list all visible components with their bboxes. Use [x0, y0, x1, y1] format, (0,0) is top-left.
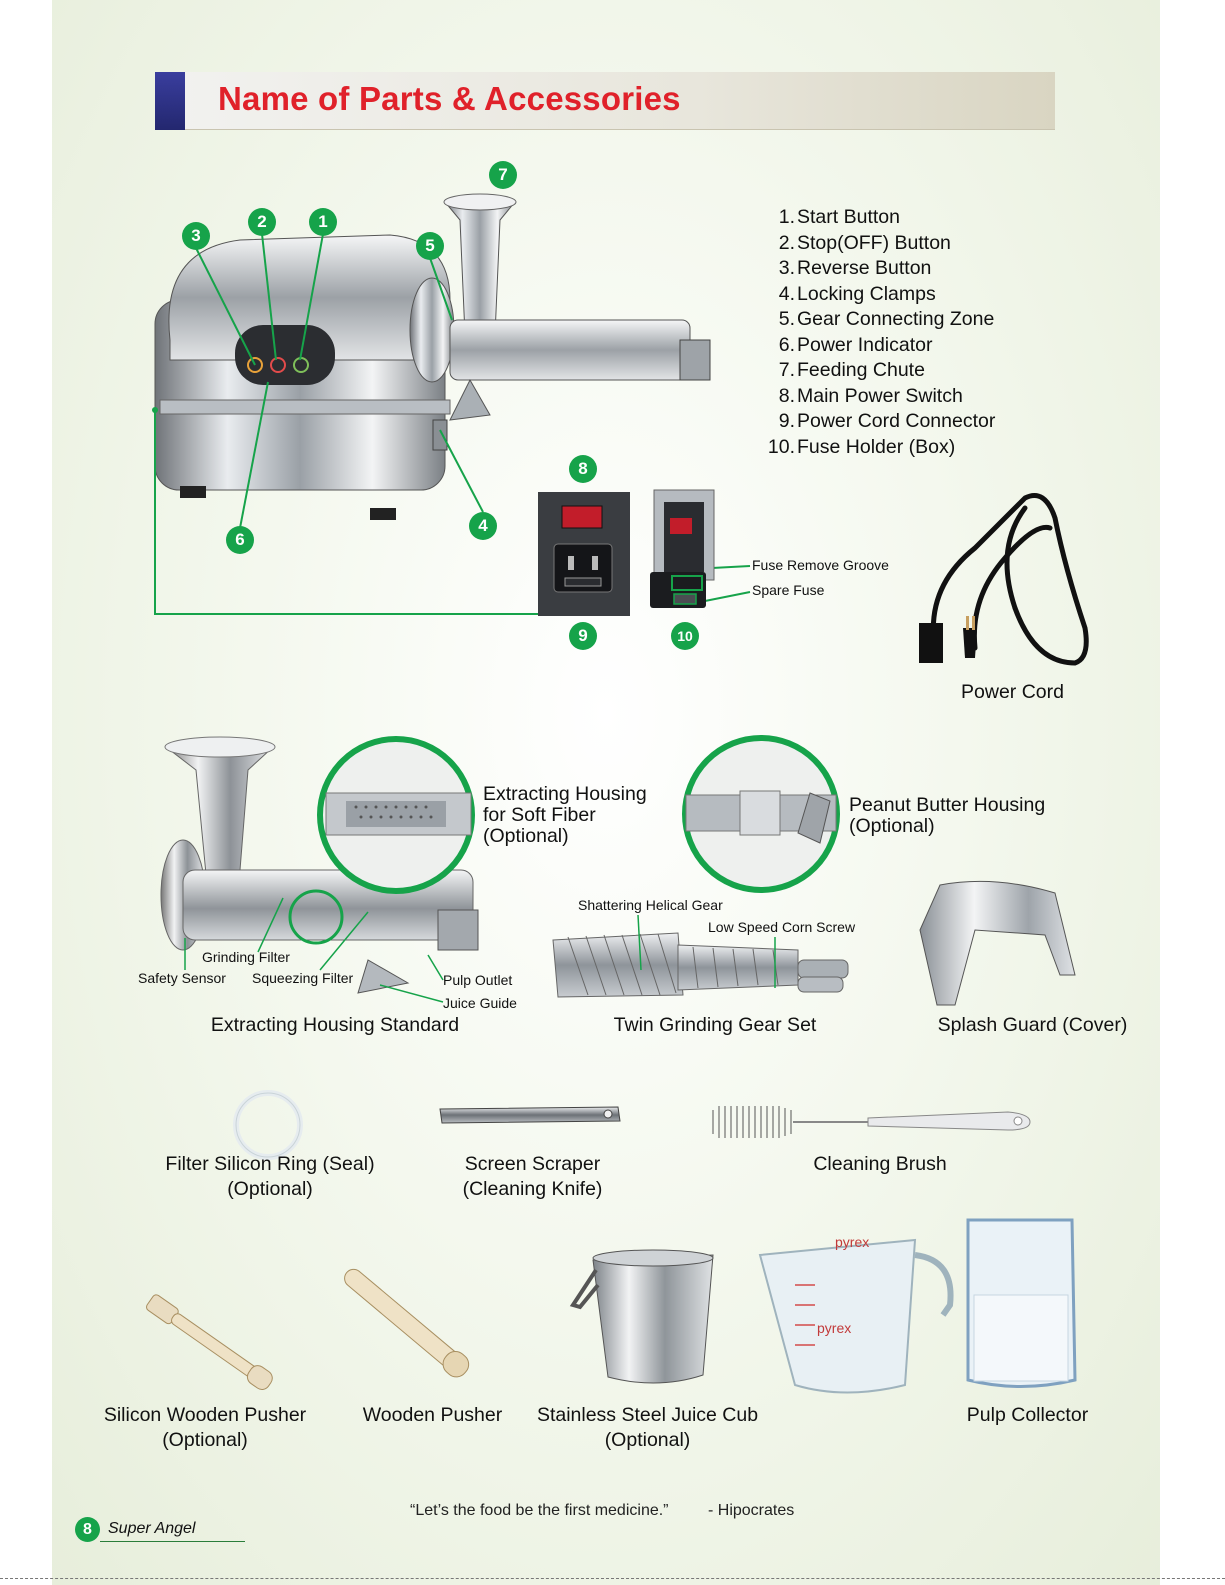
item-label: Stop(OFF) Button	[797, 231, 951, 254]
soft-fiber-line-2: for Soft Fiber	[483, 804, 596, 826]
item-number: 4.	[778, 282, 795, 305]
callout-7: 7	[489, 161, 517, 189]
item-number: 3.	[778, 257, 795, 279]
scraper-line-1: Screen Scraper	[464, 1153, 601, 1175]
item-number: 10.	[767, 435, 795, 458]
pulp-collector-caption: Pulp Collector	[966, 1404, 1089, 1426]
juice-cup-line-2: (Optional)	[604, 1429, 691, 1451]
item-label: Start Button	[797, 206, 900, 228]
housing-standard-caption: Extracting Housing Standard	[210, 1014, 460, 1036]
juice-cup-caption	[535, 1403, 760, 1453]
grinding-filter-label: Grinding Filter	[202, 949, 290, 965]
peanut-line-2: (Optional)	[849, 815, 935, 837]
juice-guide-label: Juice Guide	[443, 995, 517, 1011]
soft-fiber-line-1: Extracting Housing	[483, 783, 647, 805]
item-label: Reverse Button	[797, 257, 932, 279]
footer-author: - Hipocrates	[708, 1502, 795, 1519]
footer-quote: “Let’s the food be the first medicine.”	[410, 1502, 669, 1519]
peanut-line-1: Peanut Butter Housing	[849, 794, 1046, 816]
item-number: 1.	[778, 206, 795, 228]
scraper-line-2: (Cleaning Knife)	[462, 1178, 603, 1200]
pulp-outlet-label: Pulp Outlet	[443, 972, 513, 988]
scraper-caption	[440, 1152, 625, 1202]
wooden-pusher-caption: Wooden Pusher	[362, 1404, 503, 1426]
footer-divider	[100, 1541, 245, 1542]
silicon-pusher-caption	[95, 1403, 315, 1453]
brush-caption: Cleaning Brush	[813, 1153, 947, 1175]
item-label: Gear Connecting Zone	[797, 308, 995, 330]
page-number-badge: 8	[75, 1517, 100, 1542]
silicon-pusher-line-1: Silicon Wooden Pusher	[103, 1404, 307, 1426]
callout-4: 4	[469, 512, 497, 540]
callout-1: 1	[309, 208, 337, 236]
item-number: 7.	[778, 359, 795, 381]
gear-set-caption: Twin Grinding Gear Set	[613, 1014, 817, 1036]
item-number: 6.	[778, 333, 795, 356]
silicon-pusher-line-2: (Optional)	[162, 1429, 248, 1451]
callout-6: 6	[226, 526, 254, 554]
splash-guard-image	[915, 875, 1080, 1010]
footer-brand: Super Angel	[108, 1520, 196, 1537]
fuse-remove-groove-label: Fuse Remove Groove	[752, 557, 889, 573]
silicon-ring-caption	[150, 1152, 390, 1202]
safety-sensor-label: Safety Sensor	[138, 970, 226, 986]
power-cord-caption: Power Cord	[961, 681, 1064, 703]
measuring-jug-image	[755, 1225, 960, 1400]
silicon-ring-line-1: Filter Silicon Ring (Seal)	[165, 1153, 375, 1175]
jug-brand-text-front: pyrex	[817, 1320, 852, 1336]
callout-8: 8	[569, 455, 597, 483]
splash-guard-caption: Splash Guard (Cover)	[937, 1014, 1128, 1036]
silicon-wooden-pusher-image	[128, 1285, 293, 1395]
helical-gear-label: Shattering Helical Gear	[578, 897, 723, 913]
pulp-collector-image	[960, 1215, 1080, 1395]
item-number: 8.	[778, 384, 795, 407]
screen-scraper-image	[438, 1103, 623, 1128]
corn-screw-label: Low Speed Corn Screw	[708, 919, 856, 935]
page-title: Name of Parts & Accessories	[218, 80, 681, 117]
callout-3: 3	[182, 222, 210, 250]
item-label: Power Indicator	[797, 333, 933, 356]
item-number: 5.	[778, 308, 795, 330]
item-label: Main Power Switch	[797, 384, 963, 407]
page-cut-line	[0, 1578, 1225, 1579]
juice-cup-line-1: Stainless Steel Juice Cub	[536, 1404, 759, 1426]
callout-9: 9	[569, 622, 597, 650]
cleaning-brush-image	[708, 1100, 1033, 1145]
jug-brand-text: pyrex	[835, 1234, 870, 1250]
item-label: Fuse Holder (Box)	[797, 435, 956, 458]
item-number: 9.	[778, 410, 795, 432]
item-label: Feeding Chute	[797, 359, 925, 381]
callout-2: 2	[248, 208, 276, 236]
callout-10: 10	[671, 622, 699, 650]
callout-5: 5	[416, 232, 444, 260]
squeezing-filter-label: Squeezing Filter	[252, 970, 354, 986]
silicon-ring-line-2: (Optional)	[227, 1178, 313, 1200]
juice-cup-image	[568, 1245, 728, 1395]
item-label: Locking Clamps	[797, 282, 936, 305]
item-number: 2.	[778, 231, 795, 254]
spare-fuse-label: Spare Fuse	[752, 582, 825, 598]
item-label: Power Cord Connector	[797, 410, 996, 432]
soft-fiber-line-3: (Optional)	[483, 825, 569, 847]
wooden-pusher-image	[328, 1262, 488, 1387]
